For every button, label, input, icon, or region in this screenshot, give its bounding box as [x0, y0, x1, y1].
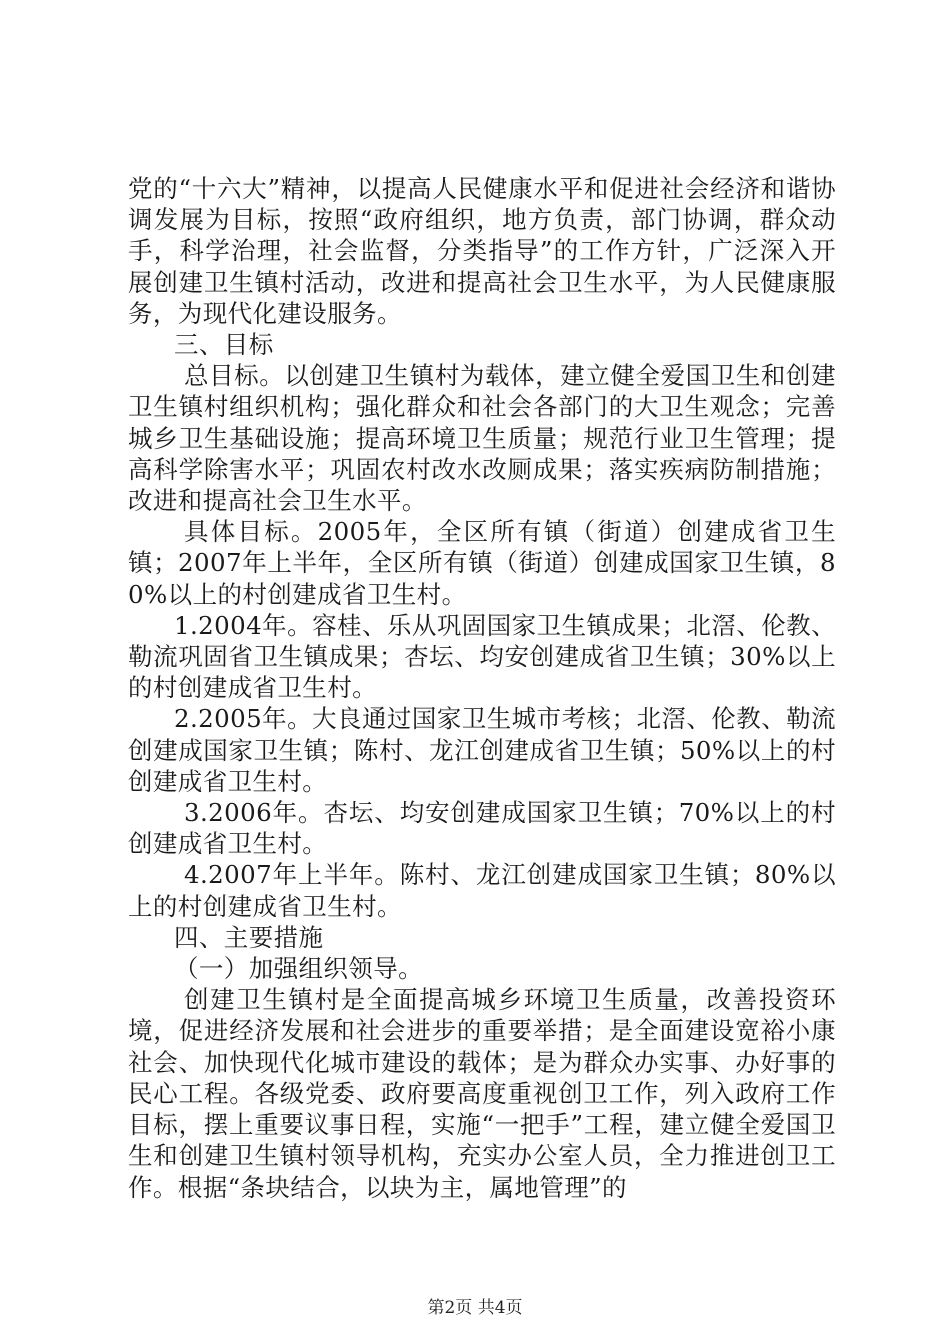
paragraph-overall-goal: 总目标。以创建卫生镇村为载体，建立健全爱国卫生和创建卫生镇村组织机构；强化群众和社会各部门的大卫生观念；完善城乡卫生基础设施；提高环境卫生质量；规范行业卫生管理；提高科学除害水平；巩固农村改水改厕成果；落实疾病防制措施；改进和提高社会卫生水平。	[128, 361, 836, 516]
paragraph-goal-2007: 4.2007年上半年。陈村、龙江创建成国家卫生镇；80%以上的村创建成省卫生村。	[128, 860, 836, 921]
paragraph-specific-goal: 具体目标。2005年，全区所有镇（街道）创建成省卫生镇；2007年上半年，全区所有镇（街道）创建成国家卫生镇，80%以上的村创建成省卫生村。	[128, 517, 836, 609]
subsection-heading-leadership: （一）加强组织领导。	[174, 954, 423, 984]
paragraph-goal-2005: 2.2005年。大良通过国家卫生城市考核；北滘、伦教、勒流创建成国家卫生镇；陈村、龙江创建成省卫生镇；50%以上的村创建成省卫生村。	[128, 704, 836, 796]
paragraph-goal-2004: 1.2004年。容桂、乐从巩固国家卫生镇成果；北滘、伦教、勒流巩固省卫生镇成果；杏坛、均安创建成省卫生镇；30%以上的村创建成省卫生村。	[128, 610, 836, 703]
document-page	[128, 173, 836, 1203]
section-heading-measures: 四、主要措施	[174, 922, 324, 952]
paragraph-goal-2006: 3.2006年。杏坛、均安创建成国家卫生镇；70%以上的村创建成省卫生村。	[128, 798, 836, 859]
section-heading-goals: 三、目标	[174, 330, 274, 360]
paragraph-leadership: 创建卫生镇村是全面提高城乡环境卫生质量，改善投资环境，促进经济发展和社会进步的重要举措；是全面建设宽裕小康社会、加快现代化城市建设的载体；是为群众办实事、办好事的民心工程。各级党委、政府要高度重视创卫工作，列入政府工作目标，摆上重要议事日程，实施“一把手”工程，建立健全爱国卫生和创建卫生镇村领导机构，充实办公室人员，全力推进创卫工作。根据“条块结合，以块为主，属地管理”的	[128, 985, 836, 1202]
paragraph-guiding-principle: 党的“十六大”精神，以提高人民健康水平和促进社会经济和谐协调发展为目标，按照“政府组织，地方负责，部门协调，群众动手，科学治理，社会监督，分类指导”的工作方针，广泛深入开展创建卫生镇村活动，改进和提高社会卫生水平，为人民健康服务，为现代化建设服务。	[128, 174, 836, 328]
page-footer: 第2页 共4页	[427, 1298, 523, 1318]
